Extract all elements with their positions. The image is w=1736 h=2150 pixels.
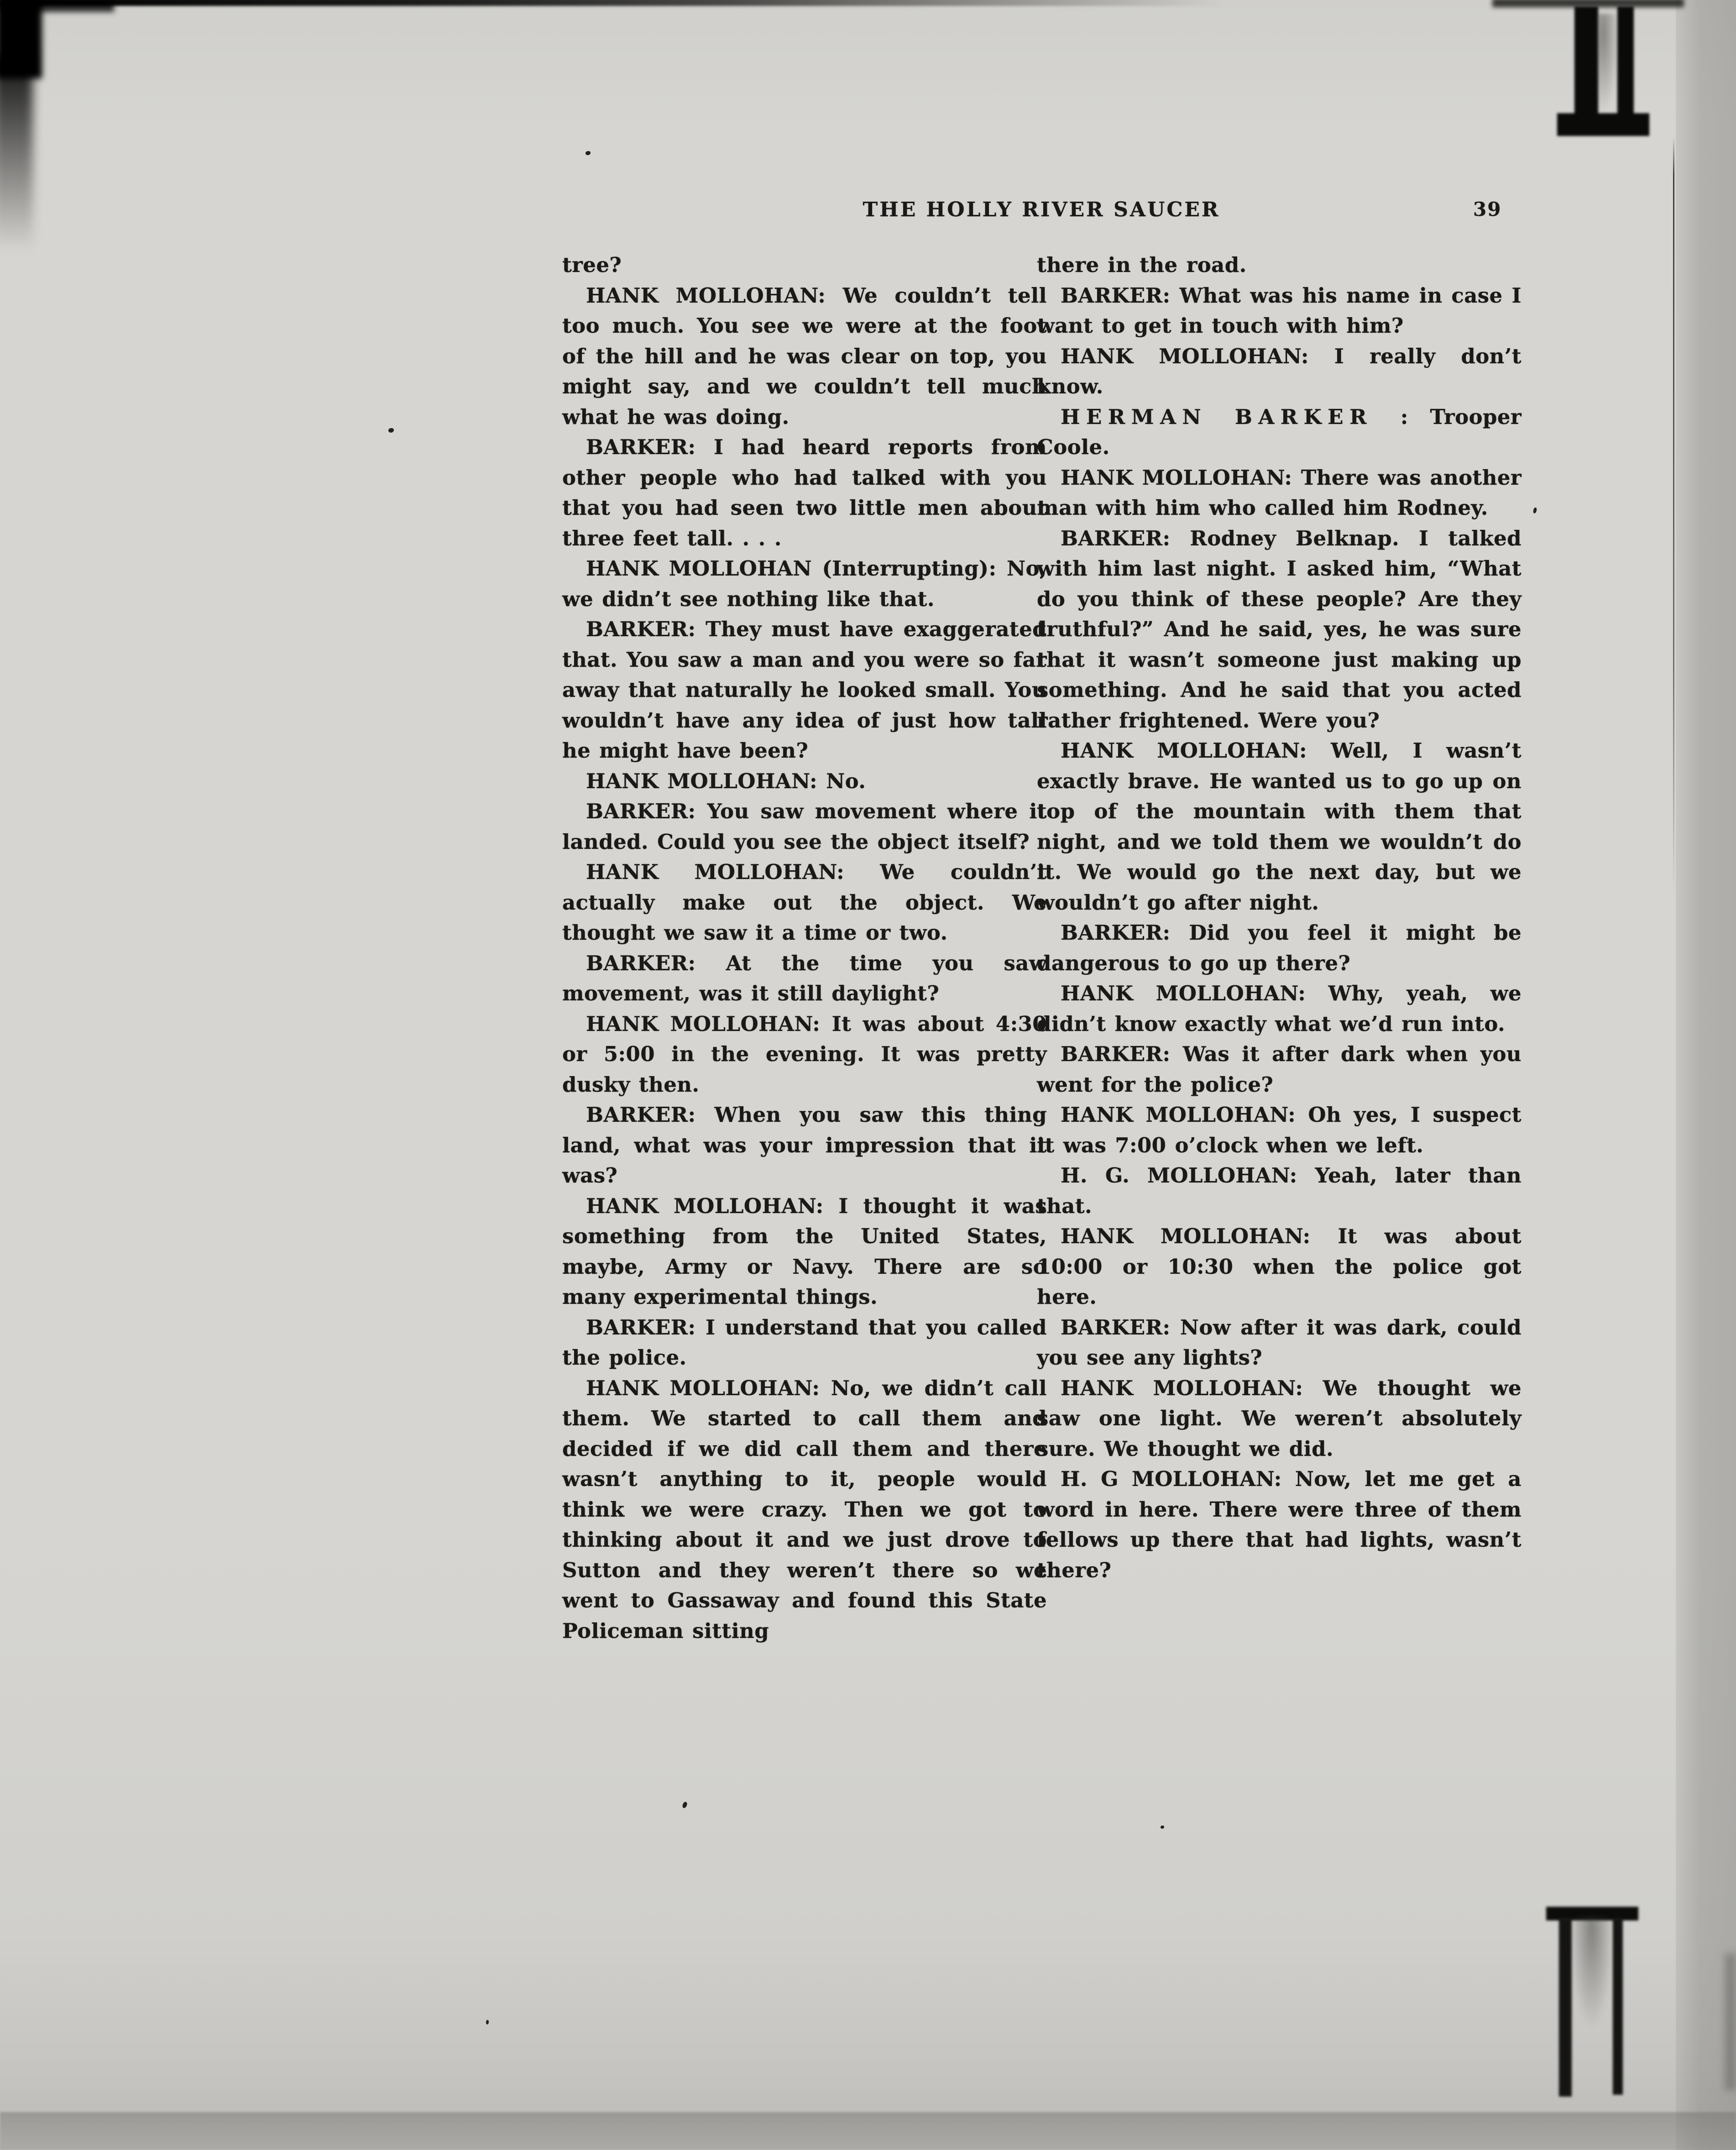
dialogue-paragraph: BARKER: Was it after dark when you went for the police? bbox=[1037, 1042, 1522, 1097]
black-corner-top-edge bbox=[0, 0, 114, 12]
dialogue-paragraph: HANK MOLLOHAN (Interrupting): No, we didn’t see nothing like that. bbox=[562, 556, 1047, 611]
dialogue-paragraph: BARKER: Now after it was dark, could you see any lights? bbox=[1037, 1315, 1522, 1370]
dialogue-paragraph: HANK MOLLOHAN: I really don’t know. bbox=[1037, 344, 1522, 398]
film-registration-mark-mottle bbox=[1596, 14, 1619, 114]
film-registration-mark-bottom bbox=[1613, 1918, 1623, 2095]
dialogue-paragraph: HANK MOLLOHAN: No. bbox=[586, 769, 866, 793]
film-registration-mark-top bbox=[1557, 113, 1649, 136]
dialogue-paragraph: HANK MOLLOHAN: We couldn’t tell too much. You see we were at the foot of the hill and he was clear on top, you might say, and we couldn’t tell much what he was doing. bbox=[562, 283, 1047, 429]
dialogue-paragraph: BARKER: Did you feel it might be dangerous to go up there? bbox=[1037, 921, 1522, 975]
film-edge-band bbox=[1676, 0, 1736, 2150]
dialogue-paragraph: BARKER: At the time you saw movement, was it still daylight? bbox=[562, 951, 1047, 1005]
film-registration-mark-mottle bbox=[1570, 1917, 1614, 2026]
dialogue-paragraph: HANK MOLLOHAN: We thought we saw one light. We weren’t absolutely sure. We thought we did. bbox=[1037, 1376, 1522, 1461]
film-edge-smudge bbox=[1725, 1953, 1736, 2090]
dust-speck bbox=[1533, 507, 1537, 513]
dust-speck bbox=[682, 1801, 688, 1809]
page-number: 39 bbox=[1473, 198, 1502, 220]
page-bottom-shadow bbox=[0, 2112, 1736, 2150]
speaker-name-letterspaced: HERMAN BARKER bbox=[1061, 404, 1401, 429]
dust-speck bbox=[1161, 1826, 1164, 1829]
dialogue-paragraph: H. G. MOLLOHAN: Yeah, later than that. bbox=[1037, 1163, 1522, 1218]
dialogue-paragraph: BARKER: Rodney Belknap. I talked with him last night. I asked him, “What do you think of these people? Are they truthful?” And he said, yes, he was sure that it wasn’t someone just making up something. And he said that you acted rather frightened. Were you? bbox=[1037, 526, 1522, 732]
text-column-right bbox=[1037, 250, 1522, 1585]
running-head-title: THE HOLLY RIVER SAUCER bbox=[863, 198, 1220, 221]
dialogue-paragraph: HANK MOLLOHAN: Oh yes, I suspect it was 7:00 o’clock when we left. bbox=[1037, 1103, 1522, 1157]
film-registration-mark-top bbox=[1574, 6, 1598, 121]
dialogue-paragraph: HANK MOLLOHAN: It was about 10:00 or 10:30 when the police got here. bbox=[1037, 1224, 1522, 1309]
dialogue-paragraph: BARKER: When you saw this thing land, what was your impression that it was? bbox=[562, 1103, 1047, 1187]
dialogue-paragraph: BARKER: They must have exaggerated that. You saw a man and you were so far away that naturally he looked small. You wouldn’t have any idea of just how tall he might have been? bbox=[562, 617, 1047, 763]
dust-speck bbox=[388, 428, 394, 433]
dust-speck bbox=[586, 151, 591, 155]
dialogue-paragraph: HANK MOLLOHAN: No, we didn’t call them. We started to call them and decided if we did call them and there wasn’t anything to it, people would think we were crazy. Then we got to thinking about it and we just drove to Sutton and they weren’t there so we went to Gassaway and found this State Policeman sitting bbox=[562, 1376, 1047, 1643]
dialogue-paragraph: HANK MOLLOHAN: It was about 4:30 or 5:00 in the evening. It was pretty dusky then. bbox=[562, 1011, 1047, 1097]
dialogue-paragraph: HANK MOLLOHAN: I thought it was something from the United States, maybe, Army or Navy. There are so many experimental things. bbox=[562, 1193, 1047, 1309]
dialogue-paragraph: BARKER: You saw movement where it landed. Could you see the object itself? bbox=[562, 799, 1047, 854]
text-column-left bbox=[562, 250, 1047, 1646]
dialogue-paragraph: there in the road. bbox=[1037, 253, 1247, 277]
dialogue-paragraph: BARKER: I understand that you called the police. bbox=[562, 1315, 1047, 1370]
dust-speck bbox=[486, 2020, 489, 2024]
dialogue-paragraph: H. G MOLLOHAN: Now, let me get a word in here. There were three of them fellows up there that had lights, wasn’t there? bbox=[1037, 1467, 1522, 1582]
black-corner-fade bbox=[0, 55, 33, 251]
dialogue-paragraph: BARKER: I had heard reports from other people who had talked with you that you had seen two little men about three feet tall. . . . bbox=[562, 435, 1047, 550]
dialogue-paragraph: HANK MOLLOHAN: We couldn’t actually make out the object. We thought we saw it a time or two. bbox=[562, 860, 1047, 945]
dialogue-paragraph: tree? bbox=[562, 253, 622, 277]
dialogue-paragraph: HANK MOLLOHAN: There was another man with him who called him Rodney. bbox=[1037, 465, 1522, 520]
page-top-shadow bbox=[0, 0, 1223, 6]
dialogue-paragraph: HERMAN BARKER : Trooper Coole. bbox=[1037, 404, 1522, 459]
scratch-line bbox=[1673, 137, 1674, 895]
dialogue-paragraph: HANK MOLLOHAN: Well, I wasn’t exactly brave. He wanted us to go up on top of the mountain with them that night, and we told them we wouldn’t do it. We would go the next day, but we wouldn’t go after night. bbox=[1037, 738, 1522, 915]
dialogue-paragraph: BARKER: What was his name in case I want to get in touch with him? bbox=[1037, 283, 1522, 338]
dialogue-paragraph: HANK MOLLOHAN: Why, yeah, we didn’t know exactly what we’d run into. bbox=[1037, 981, 1522, 1036]
film-registration-mark-top bbox=[1617, 6, 1634, 121]
